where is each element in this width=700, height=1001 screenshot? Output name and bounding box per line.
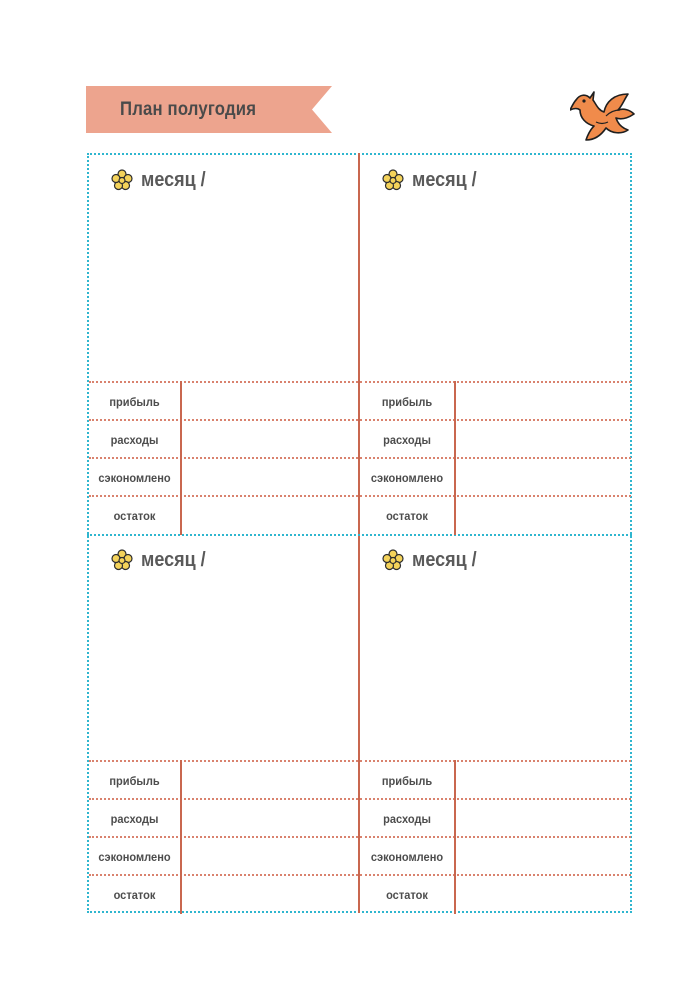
bird-icon <box>570 88 636 146</box>
finance-value-field[interactable] <box>456 876 631 912</box>
finance-row-label: прибыль <box>109 395 160 409</box>
finance-value-field[interactable] <box>456 497 631 533</box>
finance-row <box>360 457 631 495</box>
finance-row-label: остаток <box>386 509 428 523</box>
month-notes-area[interactable] <box>89 199 358 379</box>
finance-value-field[interactable] <box>182 383 358 419</box>
month-label: месяц / <box>141 548 206 571</box>
finance-row <box>360 381 631 419</box>
finance-value-field[interactable] <box>182 838 358 874</box>
month-header <box>382 165 484 195</box>
finance-row-label: расходы <box>110 812 159 826</box>
finance-value-field[interactable] <box>182 459 358 495</box>
finance-row-label: прибыль <box>381 395 433 409</box>
month-label: месяц / <box>412 548 477 571</box>
title-banner <box>86 86 332 133</box>
finance-row-label: сэкономлено <box>98 850 171 864</box>
finance-row <box>89 381 358 419</box>
finance-row-label: расходы <box>110 433 159 447</box>
finance-value-field[interactable] <box>182 800 358 836</box>
month-notes-area[interactable] <box>360 199 631 379</box>
month-cell <box>360 155 631 533</box>
finance-row <box>360 760 631 798</box>
month-cell <box>89 155 358 533</box>
finance-value-field[interactable] <box>456 800 631 836</box>
finance-row-label: сэкономлено <box>370 850 444 864</box>
finance-row <box>89 760 358 798</box>
finance-value-field[interactable] <box>456 383 631 419</box>
finance-row <box>89 798 358 836</box>
finance-row <box>360 874 631 912</box>
finance-row-label: остаток <box>113 888 156 902</box>
month-header <box>111 545 213 575</box>
month-header <box>111 165 213 195</box>
page-title: План полугодия <box>120 99 257 120</box>
finance-value-field[interactable] <box>182 762 358 798</box>
finance-value-field[interactable] <box>456 838 631 874</box>
finance-value-field[interactable] <box>456 762 631 798</box>
flower-icon <box>111 549 133 571</box>
finance-row <box>89 836 358 874</box>
finance-value-field[interactable] <box>182 876 358 912</box>
month-cell <box>89 535 358 912</box>
finance-row <box>89 874 358 912</box>
finance-row-label: расходы <box>383 433 431 447</box>
finance-value-field[interactable] <box>456 421 631 457</box>
finance-value-field[interactable] <box>456 459 631 495</box>
finance-row <box>360 836 631 874</box>
finance-row-label: сэкономлено <box>370 471 444 485</box>
finance-row <box>89 419 358 457</box>
finance-row-label: расходы <box>383 812 431 826</box>
finance-value-field[interactable] <box>182 497 358 533</box>
finance-row <box>89 457 358 495</box>
finance-row-label: остаток <box>386 888 428 902</box>
month-label: месяц / <box>412 168 477 191</box>
month-notes-area[interactable] <box>360 579 631 758</box>
finance-row-label: прибыль <box>109 774 160 788</box>
flower-icon <box>382 549 404 571</box>
finance-row-label: сэкономлено <box>98 471 171 485</box>
flower-icon <box>382 169 404 191</box>
month-cell <box>360 535 631 912</box>
finance-row <box>360 798 631 836</box>
month-header <box>382 545 484 575</box>
month-notes-area[interactable] <box>89 579 358 758</box>
finance-row <box>360 419 631 457</box>
finance-row <box>360 495 631 533</box>
finance-row-label: прибыль <box>381 774 433 788</box>
finance-row-label: остаток <box>113 509 156 523</box>
finance-value-field[interactable] <box>182 421 358 457</box>
month-label: месяц / <box>141 168 206 191</box>
flower-icon <box>111 169 133 191</box>
finance-row <box>89 495 358 533</box>
